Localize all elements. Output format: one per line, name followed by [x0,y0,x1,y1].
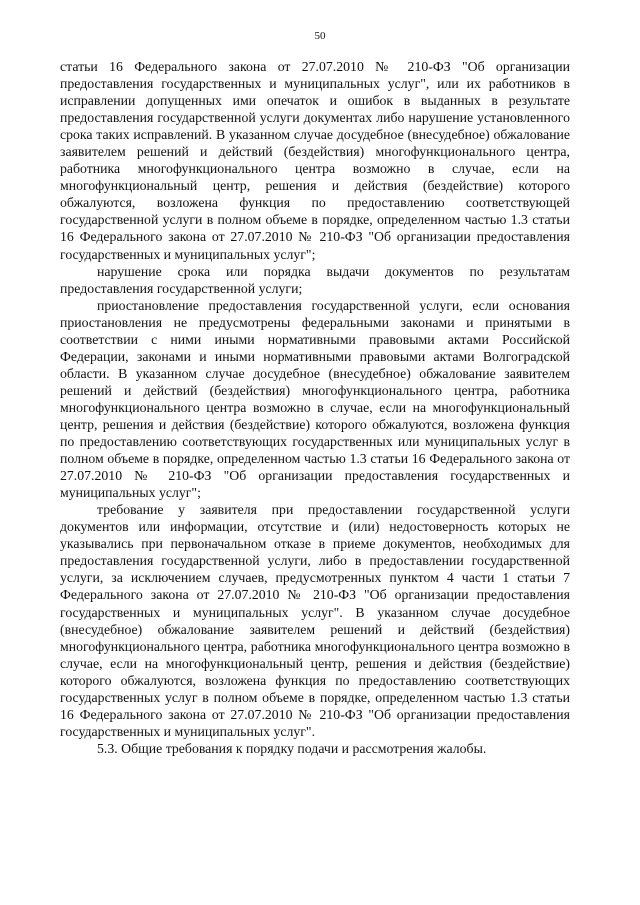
paragraph-suspension: приостановление предоставления государственной услуги, если основания приостановления не предусмотрены федеральными законами и принятыми в соответствии с ними иными нормативными правовыми актами Российской Федерации, законами и иными нормативными правовыми актами Волгоградской области. В указанном случае досудебное (внесудебное) обжалование заявителем решений и действий (бездействия) многофункционального центра, работника многофункционального центра возможно в случае, если на многофункциональный центр, решения и действия (бездействие) которого обжалуются, возложена функция по предоставлению соответствующих государственных или муниципальных услуг в полном объеме в порядке, определенном частью 1.3 статьи 16 Федерального закона от 27.07.2010 № 210-ФЗ "Об организации предоставления государственных и муниципальных услуг"; [60,297,570,501]
paragraph-complaint-grounds-corrections: статьи 16 Федерального закона от 27.07.2010 № 210-ФЗ "Об организации предоставления государственных и муниципальных услуг", или их работников в исправлении допущенных ими опечаток и ошибок в выданных в результате предоставления государственной услуги документах либо нарушение установленного срока таких исправлений. В указанном случае досудебное (внесудебное) обжалование заявителем решений и действий (бездействия) многофункционального центра, работника многофункционального центра возможно в случае, если на многофункциональный центр, решения и действия (бездействие) которого обжалуются, возложена функция по предоставлению соответствующей государственной услуги в полном объеме в порядке, определенном частью 1.3 статьи 16 Федерального закона от 27.07.2010 № 210-ФЗ "Об организации предоставления государственных и муниципальных услуг"; [60,59,570,262]
document-body [60,58,570,757]
paragraph-document-requirement: требование у заявителя при предоставлении государственной услуги документов или информации, отсутствие и (или) недостоверность которых не указывались при первоначальном отказе в приеме документов, необходимых для предоставления государственной услуги, либо в предоставлении государственной услуги, за исключением случаев, предусмотренных пунктом 4 части 1 статьи 7 Федерального закона от 27.07.2010 № 210-ФЗ "Об организации предоставления государственных и муниципальных услуг". В указанном случае досудебное (внесудебное) обжалование заявителем решений и действий (бездействия) многофункционального центра, работника многофункционального центра возможно в случае, если на многофункциональный центр, решения и действия (бездействие) которого обжалуются, возложена функция по предоставлению соответствующих государственных услуг в полном объеме в порядке, определенном частью 1.3 статьи 16 Федерального закона от 27.07.2010 № 210-ФЗ "Об организации предоставления государственных и муниципальных услуг". [60,502,570,739]
paragraph-deadline-violation: нарушение срока или порядка выдачи документов по результатам предоставления государственной услуги; [60,263,570,296]
section-heading-5-3: 5.3. Общие требования к порядку подачи и рассмотрения жалобы. [97,740,487,756]
page-number: 50 [314,30,326,42]
